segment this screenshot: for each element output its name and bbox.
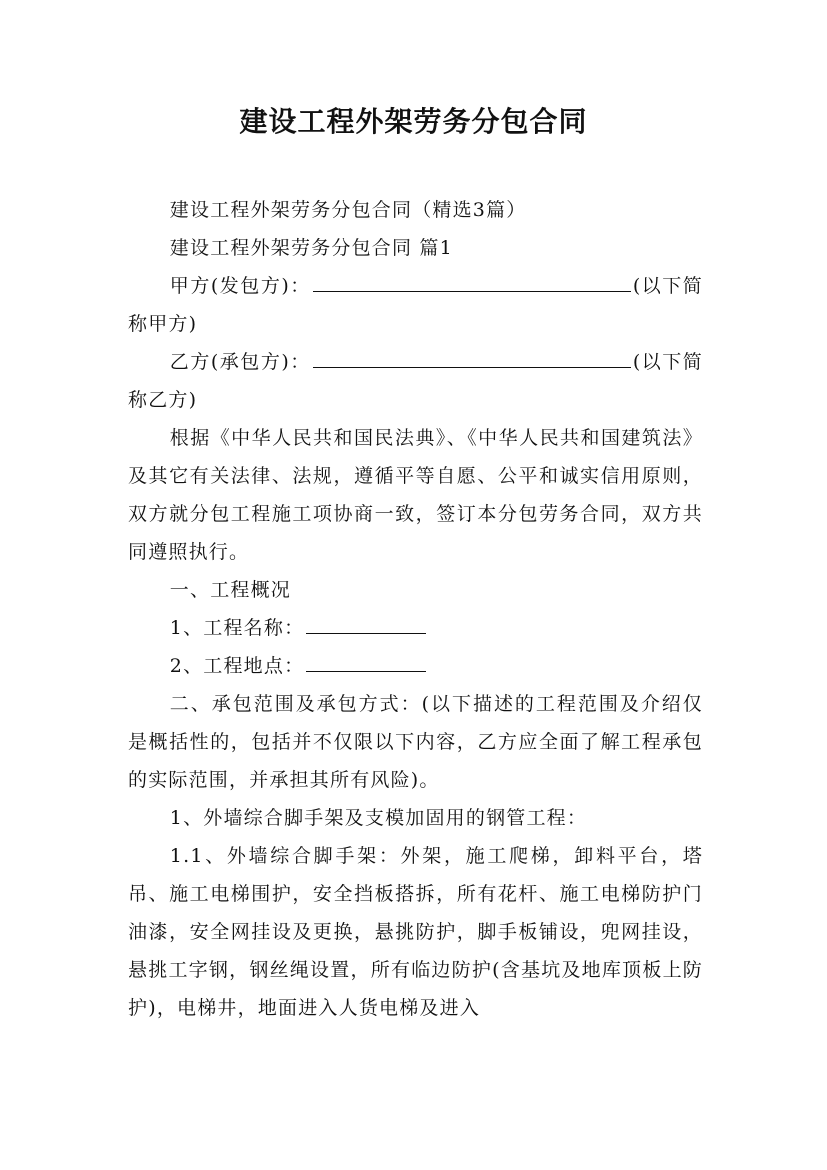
- section-1-heading: 一、工程概况: [169, 579, 291, 601]
- party-b-suffix: (以下简称乙方): [128, 351, 703, 411]
- project-location-line: [128, 647, 703, 685]
- subsection-1-1-paragraph: 1.1、外墙综合脚手架：外架，施工爬梯，卸料平台，塔吊、施工电梯围护，安全挡板搭拆，所有花杆、施工电梯防护门油漆，安全网挂设及更换，悬挑防护，脚手板铺设，兜网挂设，悬挑工字钢，钢丝绳设置，所有临边防护(含基坑及地库顶板上防护)，电梯井，地面进入人货电梯及进入: [128, 845, 703, 1019]
- party-a-suffix: (以下简称甲方): [128, 275, 703, 335]
- document-title: 建设工程外架劳务分包合同: [239, 105, 588, 138]
- section-2-paragraph: 二、承包范围及承包方式：(以下描述的工程范围及介绍仅是概括性的，包括并不仅限以下内容，乙方应全面了解工程承包的实际范围，并承担其所有风险)。: [128, 693, 703, 791]
- subsection-1-heading: 1、外墙综合脚手架及支模加固用的钢管工程：: [169, 807, 588, 829]
- section-heading: 建设工程外架劳务分包合同 篇1: [169, 237, 453, 259]
- document-body: [128, 191, 703, 1027]
- project-name-blank: [306, 609, 426, 634]
- party-b-label: 乙方(承包方)：: [169, 351, 311, 373]
- party-a-blank: [313, 267, 631, 292]
- preamble-paragraph: 根据《中华人民共和国民法典》、《中华人民共和国建筑法》及其它有关法律、法规，遵循平等自愿、公平和诚实信用原则，双方就分包工程施工项协商一致，签订本分包劳务合同，双方共同遵照执行。: [128, 427, 703, 563]
- project-location-blank: [306, 647, 426, 672]
- party-b-line: [128, 343, 703, 419]
- subtitle: 建设工程外架劳务分包合同（精选3篇）: [169, 199, 527, 221]
- party-a-line: [128, 267, 703, 343]
- project-location-label: 2、工程地点：: [169, 655, 305, 677]
- party-a-label: 甲方(发包方)：: [169, 275, 311, 297]
- party-b-blank: [313, 343, 631, 368]
- project-name-label: 1、工程名称：: [169, 617, 305, 639]
- project-name-line: [128, 609, 703, 647]
